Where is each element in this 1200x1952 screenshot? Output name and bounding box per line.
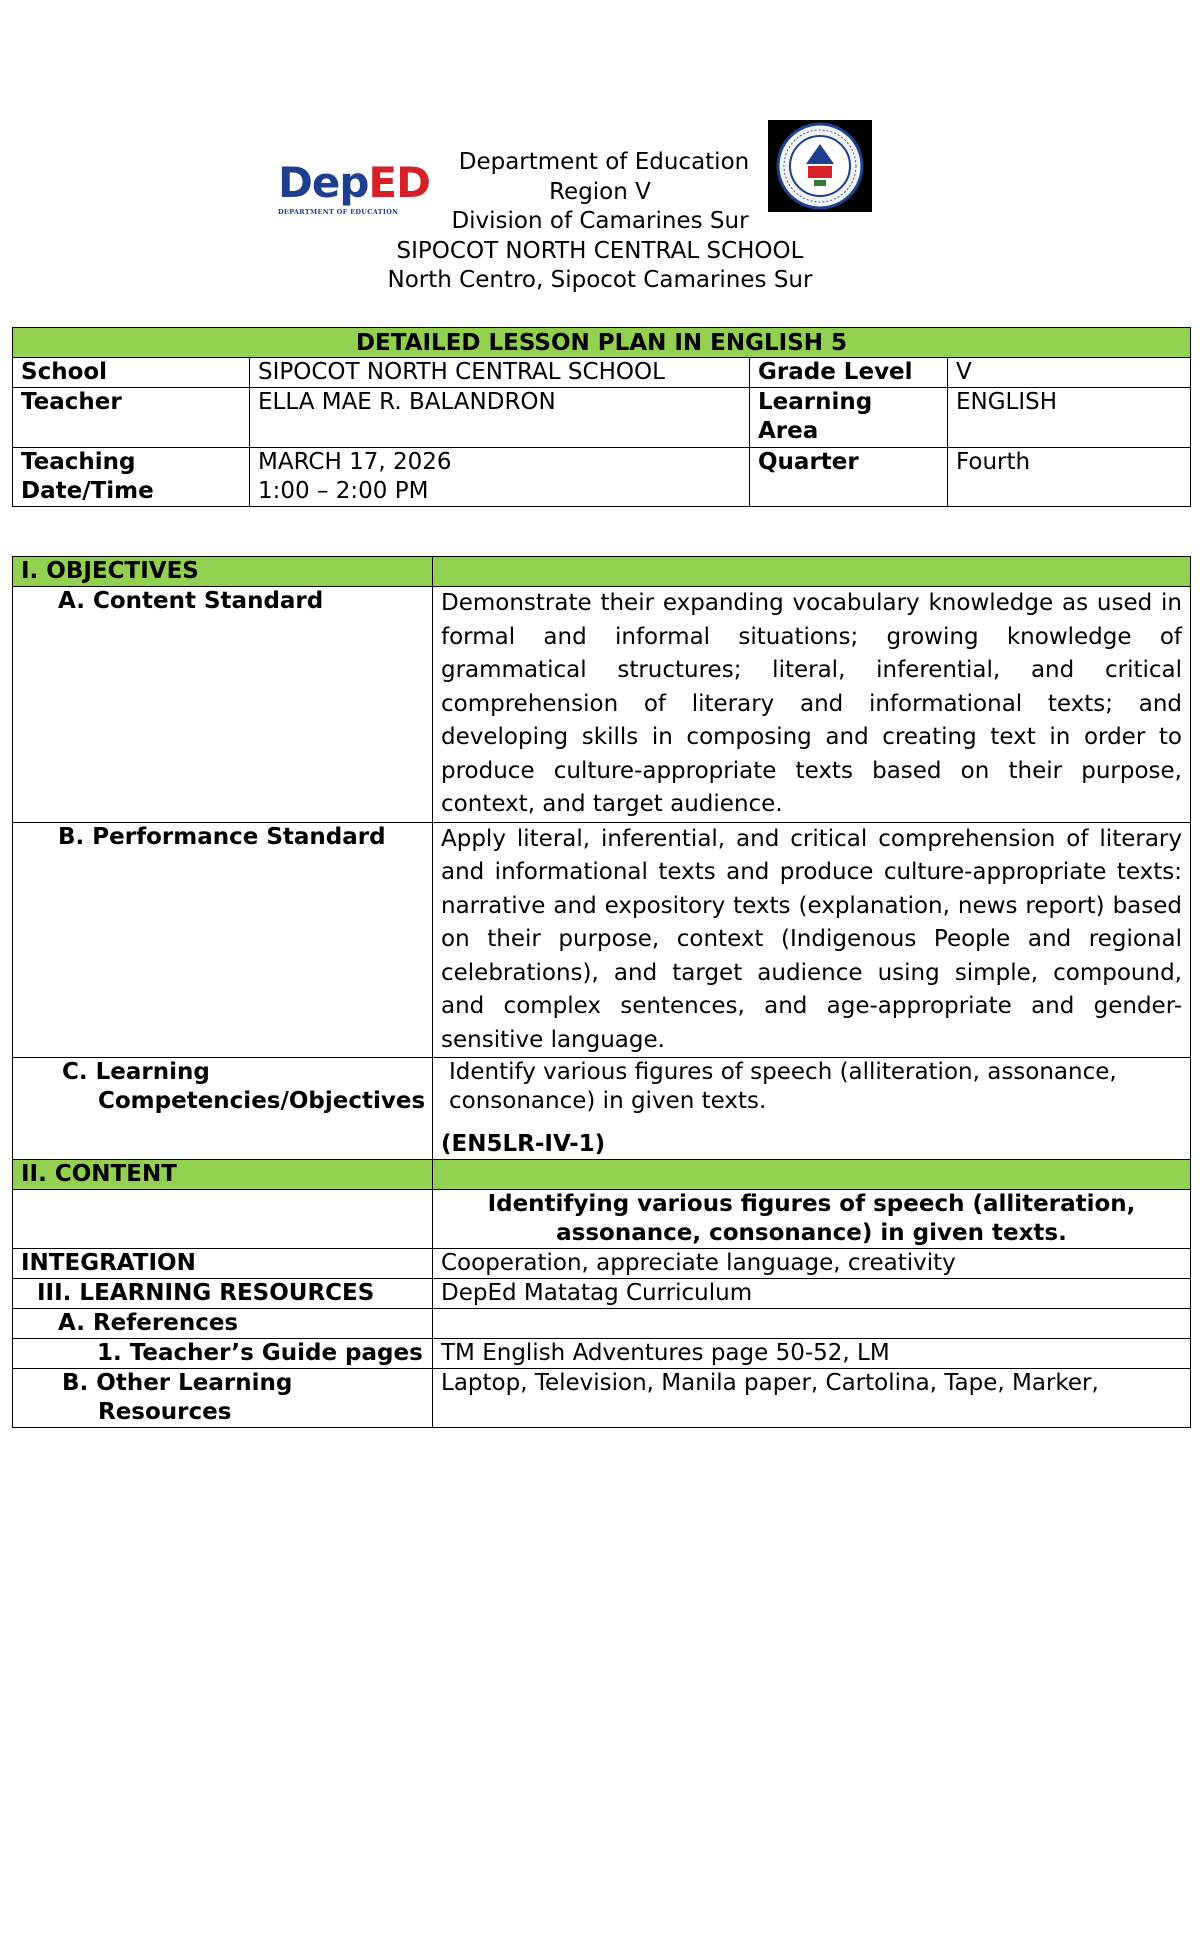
header-line-region: Region V <box>549 178 651 205</box>
lesson-info-table <box>12 327 1191 507</box>
school-seal-icon <box>768 120 872 212</box>
letterhead <box>0 118 1200 298</box>
header-line-address: North Centro, Sipocot Camarines Sur <box>387 267 813 293</box>
learning-resources-text: DepEd Matatag Curriculum <box>433 1279 1191 1309</box>
integration-label: INTEGRATION <box>13 1249 433 1279</box>
learning-area-label: Learning Area <box>750 388 948 448</box>
teacher-value: ELLA MAE R. BALANDRON <box>250 388 750 448</box>
integration-text: Cooperation, appreciate language, creativity <box>433 1249 1191 1279</box>
grade-level-value: V <box>948 358 1191 388</box>
header-line-department: Department of Education <box>458 149 750 175</box>
content-topic: Identifying various figures of speech (alliteration, assonance, consonance) in given texts. <box>433 1190 1191 1249</box>
references-empty <box>433 1309 1191 1339</box>
learning-area-value: ENGLISH <box>948 388 1191 448</box>
learning-competencies-label: C. Learning Competencies/Objectives <box>13 1058 433 1160</box>
logo-ed-text: ED <box>368 158 430 207</box>
header-line-school: SIPOCOT NORTH CENTRAL SCHOOL <box>396 237 804 264</box>
school-label: School <box>13 358 250 388</box>
other-resources-text: Laptop, Television, Manila paper, Cartolina, Tape, Marker, <box>433 1369 1191 1428</box>
teaching-date: MARCH 17, 2026 <box>258 449 452 475</box>
content-label-empty <box>13 1190 433 1249</box>
lesson-plan-table <box>12 556 1191 1428</box>
content-heading: II. CONTENT <box>13 1160 433 1190</box>
teaching-datetime-value <box>250 448 750 507</box>
learning-competencies-cell <box>433 1058 1191 1160</box>
header-address <box>0 148 1200 296</box>
performance-standard-label: B. Performance Standard <box>13 822 433 1058</box>
teacher-label: Teacher <box>13 388 250 448</box>
lesson-plan-title: DETAILED LESSON PLAN IN ENGLISH 5 <box>13 328 1191 358</box>
performance-standard-text: Apply literal, inferential, and critical comprehension of literary and informational texts and produce culture-appropriate texts: narrative and expository texts (explanation, news report) based on their purpose, context (Indigenous People and regional celebrations), and target audience using simple, compound, and complex sentences, and age-appropriate and gender-sensitive language. <box>433 822 1191 1058</box>
teaching-datetime-label: Teaching Date/Time <box>13 448 250 507</box>
header-line-division: Division of Camarines Sur <box>451 208 749 234</box>
quarter-value: Fourth <box>948 448 1191 507</box>
objectives-heading-empty <box>433 557 1191 587</box>
other-resources-label: B. Other Learning Resources <box>13 1369 433 1428</box>
teachers-guide-label: 1. Teacher’s Guide pages <box>13 1339 433 1369</box>
content-standard-label: A. Content Standard <box>13 587 433 823</box>
logo-subtext: DEPARTMENT OF EDUCATION <box>278 208 399 216</box>
learning-resources-label: III. LEARNING RESOURCES <box>13 1279 433 1309</box>
grade-level-label: Grade Level <box>750 358 948 388</box>
school-value: SIPOCOT NORTH CENTRAL SCHOOL <box>250 358 750 388</box>
competency-code: (EN5LR-IV-1) <box>441 1131 606 1157</box>
teachers-guide-text: TM English Adventures page 50-52, LM <box>433 1339 1191 1369</box>
learning-competencies-text: Identify various figures of speech (alliteration, assonance, consonance) in given texts. <box>449 1059 1117 1114</box>
objectives-heading: I. OBJECTIVES <box>13 557 433 587</box>
teaching-time: 1:00 – 2:00 PM <box>258 478 429 504</box>
content-standard-text: Demonstrate their expanding vocabulary knowledge as used in formal and informal situations; growing knowledge of grammatical structures; literal, inferential, and critical comprehension of literary and informational texts; and developing skills in composing and creating text in order to produce culture-appropriate texts based on their purpose, context, and target audience. <box>433 587 1191 823</box>
references-label: A. References <box>13 1309 433 1339</box>
quarter-label: Quarter <box>750 448 948 507</box>
logo-dep-text: Dep <box>278 158 369 207</box>
content-heading-empty <box>433 1160 1191 1190</box>
